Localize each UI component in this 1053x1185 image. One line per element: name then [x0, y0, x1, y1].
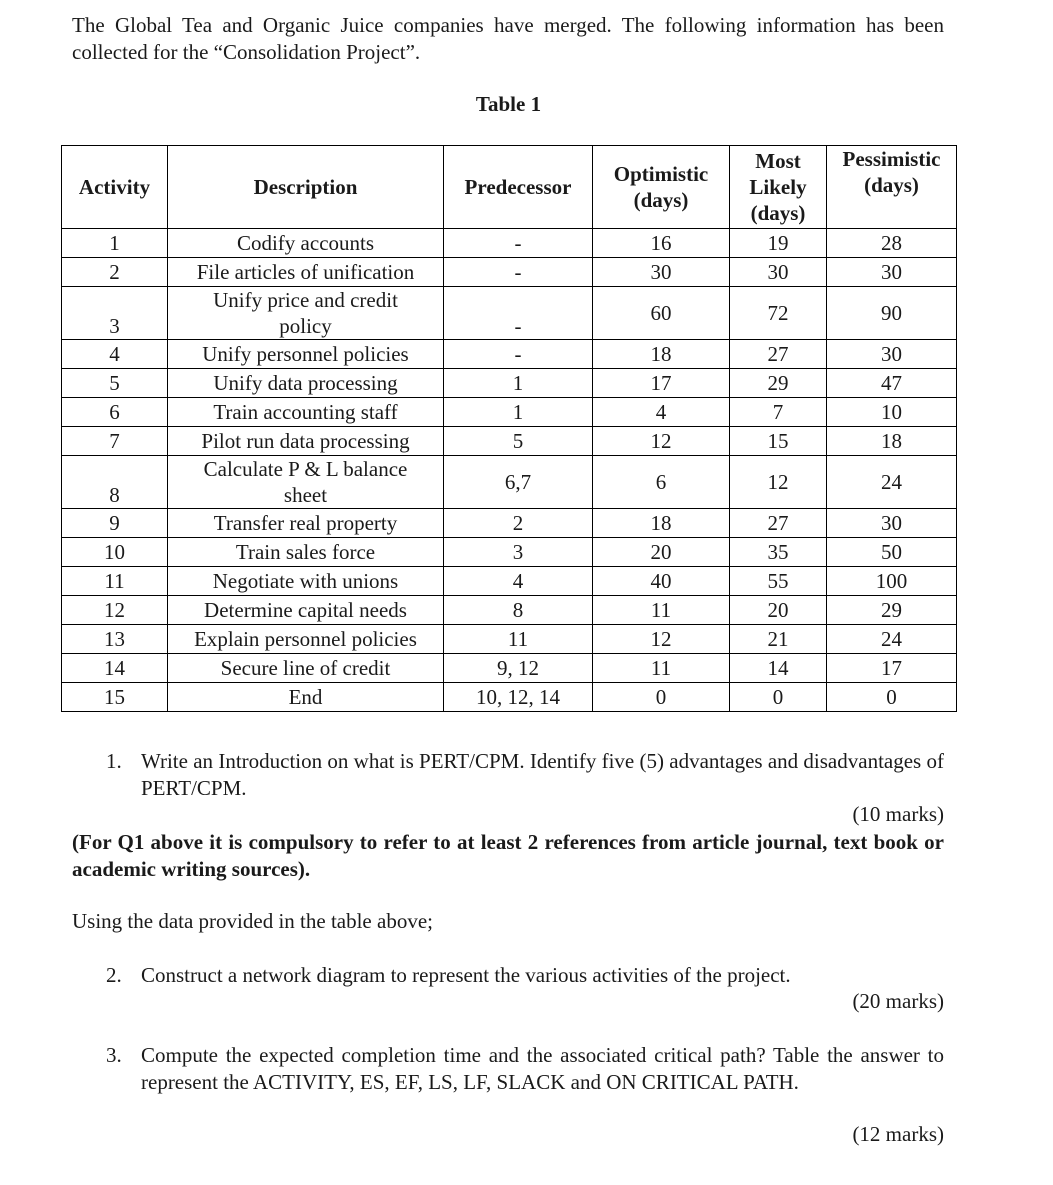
table-row [62, 683, 957, 712]
cell-pessimistic: 100 [827, 567, 957, 596]
cell-optimistic: 16 [593, 229, 730, 258]
cell-description: Negotiate with unions [168, 567, 444, 596]
cell-most-likely: 55 [730, 567, 827, 596]
cell-description: Train sales force [168, 538, 444, 567]
cell-pessimistic: 17 [827, 654, 957, 683]
table-row [62, 340, 957, 369]
table-row [62, 258, 957, 287]
question-1-text: Write an Introduction on what is PERT/CPM. Identify five (5) advantages and disadvantages of PERT/CPM. [141, 749, 944, 800]
cell-optimistic: 60 [593, 287, 730, 340]
cell-predecessor: - [444, 340, 593, 369]
question-1 [106, 748, 944, 802]
table-row [62, 654, 957, 683]
cell-predecessor: 3 [444, 538, 593, 567]
cell-description: Secure line of credit [168, 654, 444, 683]
cell-most-likely: 27 [730, 340, 827, 369]
header-optimistic: Optimistic (days) [593, 146, 730, 229]
question-2-number: 2. [106, 963, 122, 987]
table-row [62, 567, 957, 596]
table-title: Table 1 [475, 92, 542, 116]
cell-activity: 15 [62, 683, 168, 712]
cell-pessimistic: 47 [827, 369, 957, 398]
cell-description: File articles of unification [168, 258, 444, 287]
table-row [62, 369, 957, 398]
question-3 [106, 1042, 944, 1096]
table-row [62, 427, 957, 456]
cell-pessimistic: 24 [827, 625, 957, 654]
table-row [62, 625, 957, 654]
cell-activity: 9 [62, 509, 168, 538]
cell-predecessor: 8 [444, 596, 593, 625]
cell-pessimistic: 28 [827, 229, 957, 258]
cell-description: Unify personnel policies [168, 340, 444, 369]
cell-pessimistic: 29 [827, 596, 957, 625]
cell-predecessor: 6,7 [444, 456, 593, 509]
table-row [62, 538, 957, 567]
cell-description: Determine capital needs [168, 596, 444, 625]
cell-most-likely: 29 [730, 369, 827, 398]
cell-optimistic: 11 [593, 654, 730, 683]
cell-most-likely: 35 [730, 538, 827, 567]
cell-most-likely: 14 [730, 654, 827, 683]
cell-pessimistic: 30 [827, 340, 957, 369]
question-3-text: Compute the expected completion time and the associated critical path? Table the answer to represent the ACTIVITY, ES, EF, LS, LF, SLACK and ON CRITICAL PATH. [141, 1043, 944, 1094]
cell-optimistic: 18 [593, 340, 730, 369]
question-1-number: 1. [106, 749, 122, 773]
table-row [62, 509, 957, 538]
cell-description: Explain personnel policies [168, 625, 444, 654]
cell-optimistic: 4 [593, 398, 730, 427]
cell-optimistic: 17 [593, 369, 730, 398]
cell-predecessor: 10, 12, 14 [444, 683, 593, 712]
cell-description: Codify accounts [168, 229, 444, 258]
cell-most-likely: 0 [730, 683, 827, 712]
table-header-row [62, 146, 957, 229]
cell-predecessor: - [444, 258, 593, 287]
cell-pessimistic: 18 [827, 427, 957, 456]
cell-predecessor: 11 [444, 625, 593, 654]
cell-optimistic: 18 [593, 509, 730, 538]
cell-pessimistic: 24 [827, 456, 957, 509]
cell-most-likely: 19 [730, 229, 827, 258]
table-row [62, 596, 957, 625]
cell-pessimistic: 30 [827, 509, 957, 538]
cell-optimistic: 12 [593, 625, 730, 654]
cell-description: Unify price and credit policy [168, 287, 444, 340]
cell-predecessor: 1 [444, 369, 593, 398]
cell-optimistic: 20 [593, 538, 730, 567]
cell-activity: 1 [62, 229, 168, 258]
cell-optimistic: 6 [593, 456, 730, 509]
cell-most-likely: 12 [730, 456, 827, 509]
cell-pessimistic: 10 [827, 398, 957, 427]
cell-predecessor: - [444, 229, 593, 258]
cell-optimistic: 40 [593, 567, 730, 596]
cell-description: Transfer real property [168, 509, 444, 538]
cell-most-likely: 20 [730, 596, 827, 625]
cell-pessimistic: 0 [827, 683, 957, 712]
cell-most-likely: 30 [730, 258, 827, 287]
cell-description: Unify data processing [168, 369, 444, 398]
intro-paragraph: The Global Tea and Organic Juice companies have merged. The following information has been collected for the “Consolidation Project”. [72, 13, 944, 64]
cell-optimistic: 11 [593, 596, 730, 625]
cell-description: End [168, 683, 444, 712]
cell-activity: 5 [62, 369, 168, 398]
table-row [62, 229, 957, 258]
instruction-text: Using the data provided in the table above; [72, 909, 433, 933]
cell-activity: 3 [62, 287, 168, 340]
question-1-reference-note: (For Q1 above it is compulsory to refer to at least 2 references from article journal, text book or academic writing sources). [72, 830, 944, 881]
cell-pessimistic: 90 [827, 287, 957, 340]
question-3-number: 3. [106, 1043, 122, 1067]
question-3-marks: (12 marks) [852, 1122, 944, 1146]
header-most-likely: Most Likely (days) [730, 146, 827, 229]
cell-most-likely: 7 [730, 398, 827, 427]
header-activity: Activity [62, 146, 168, 229]
header-pessimistic: Pessimistic (days) [827, 146, 957, 229]
header-description: Description [168, 146, 444, 229]
activity-table [61, 145, 957, 712]
cell-activity: 2 [62, 258, 168, 287]
header-predecessor: Predecessor [444, 146, 593, 229]
cell-description: Calculate P & L balance sheet [168, 456, 444, 509]
question-2-marks: (20 marks) [852, 989, 944, 1013]
cell-predecessor: 9, 12 [444, 654, 593, 683]
cell-activity: 6 [62, 398, 168, 427]
cell-activity: 13 [62, 625, 168, 654]
question-2-text: Construct a network diagram to represent the various activities of the project. [141, 963, 791, 987]
cell-optimistic: 0 [593, 683, 730, 712]
cell-predecessor: 2 [444, 509, 593, 538]
cell-optimistic: 30 [593, 258, 730, 287]
cell-activity: 14 [62, 654, 168, 683]
cell-description: Pilot run data processing [168, 427, 444, 456]
cell-predecessor: 4 [444, 567, 593, 596]
cell-activity: 7 [62, 427, 168, 456]
cell-most-likely: 72 [730, 287, 827, 340]
cell-activity: 10 [62, 538, 168, 567]
cell-activity: 12 [62, 596, 168, 625]
cell-description: Train accounting staff [168, 398, 444, 427]
question-2 [106, 962, 944, 989]
table-row [62, 456, 957, 509]
cell-activity: 8 [62, 456, 168, 509]
cell-predecessor: - [444, 287, 593, 340]
cell-predecessor: 5 [444, 427, 593, 456]
cell-predecessor: 1 [444, 398, 593, 427]
table-row [62, 287, 957, 340]
cell-most-likely: 27 [730, 509, 827, 538]
cell-optimistic: 12 [593, 427, 730, 456]
cell-activity: 11 [62, 567, 168, 596]
cell-pessimistic: 50 [827, 538, 957, 567]
cell-activity: 4 [62, 340, 168, 369]
question-1-marks: (10 marks) [852, 802, 944, 826]
cell-most-likely: 15 [730, 427, 827, 456]
cell-most-likely: 21 [730, 625, 827, 654]
table-row [62, 398, 957, 427]
cell-pessimistic: 30 [827, 258, 957, 287]
